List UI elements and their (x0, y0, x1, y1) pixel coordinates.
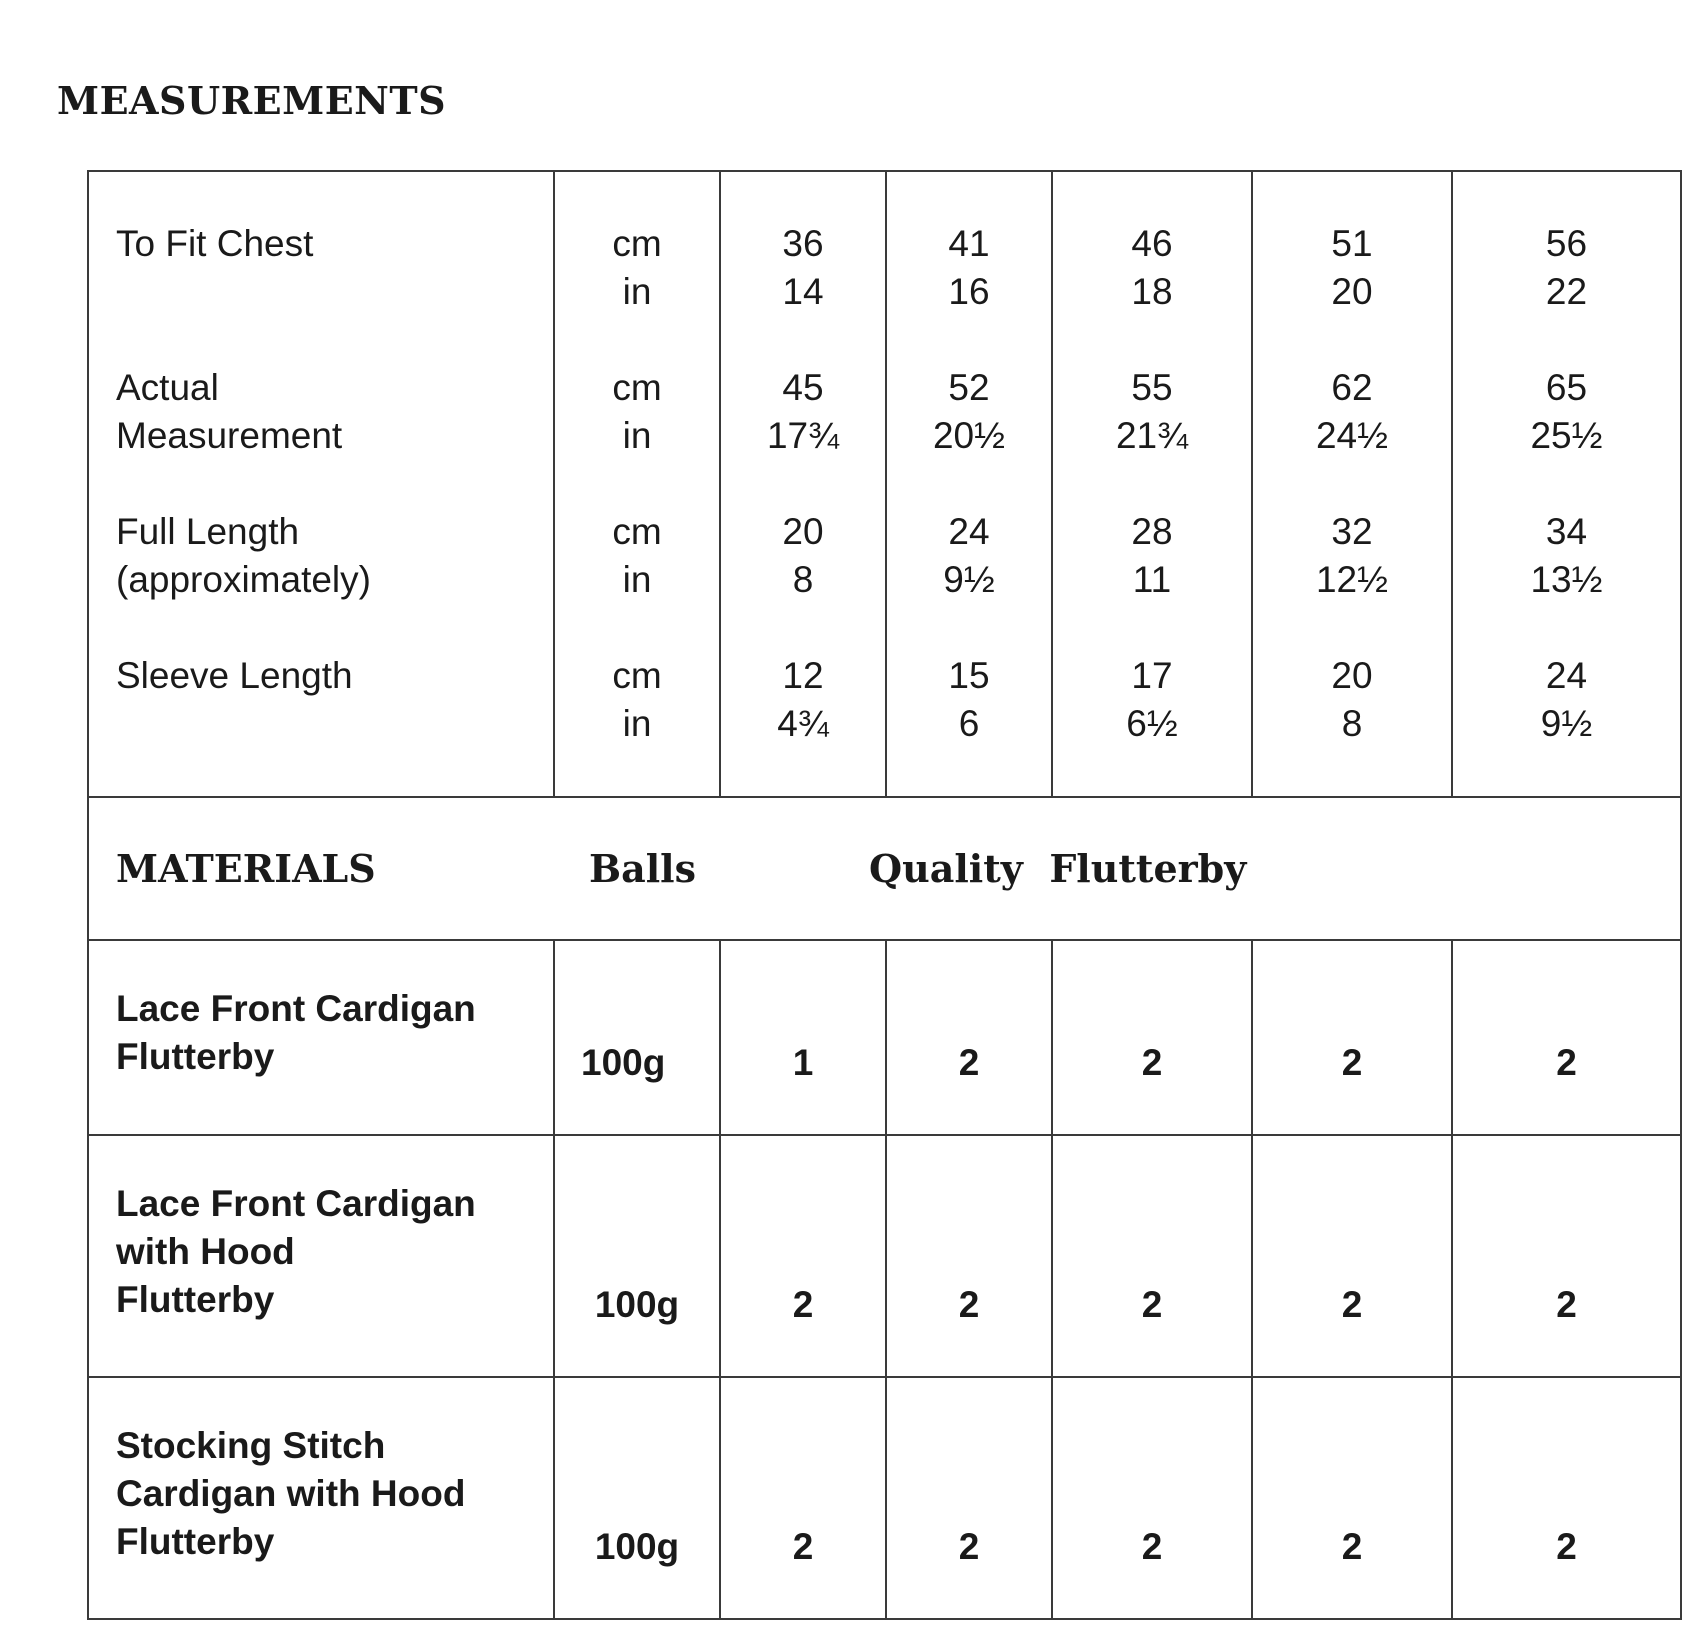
materials-row (88, 940, 1681, 1135)
size-value: 25½ (1530, 415, 1603, 456)
quality-heading: Quality Flutterby (869, 846, 1247, 891)
material-weight: 100g (554, 1377, 720, 1619)
unit-label: in (622, 415, 652, 456)
page-title: MEASUREMENTS (57, 78, 447, 123)
size-value: 11 (1132, 559, 1172, 600)
size-value: 24 (1545, 655, 1588, 696)
size-value: 8 (1341, 703, 1363, 744)
ball-count: 2 (886, 940, 1052, 1135)
size-value: 55 (1131, 367, 1173, 408)
size-column-2 (886, 171, 1052, 797)
material-label: Lace Front Cardigan Flutterby (88, 940, 554, 1135)
size-value: 20 (1331, 271, 1373, 312)
size-value: 45 (782, 367, 824, 408)
unit-label: cm (612, 367, 662, 408)
ball-count: 2 (886, 1377, 1052, 1619)
size-value: 24 (948, 511, 990, 552)
measurements-block (88, 171, 1681, 797)
size-value: 16 (948, 271, 990, 312)
ball-count: 1 (720, 940, 886, 1135)
units-cell (554, 171, 720, 797)
ball-count: 2 (1052, 1377, 1252, 1619)
size-value: 6 (958, 703, 980, 744)
size-value: 18 (1131, 271, 1173, 312)
size-value: 8 (792, 559, 814, 600)
balls-heading: Balls (589, 846, 697, 891)
size-value: 20 (1331, 655, 1373, 696)
material-label: Lace Front Cardigan with Hood Flutterby (88, 1135, 554, 1377)
materials-heading-row (88, 797, 1681, 940)
size-value: 17 (1131, 655, 1173, 696)
materials-row (88, 1377, 1681, 1619)
ball-count: 2 (1252, 940, 1452, 1135)
size-value: 32 (1331, 511, 1373, 552)
size-value: 22 (1545, 271, 1588, 312)
ball-count: 2 (1252, 1377, 1452, 1619)
measurement-labels-cell (88, 171, 554, 797)
size-value: 20 (782, 511, 824, 552)
unit-label: cm (612, 655, 662, 696)
size-value: 9½ (1540, 703, 1593, 744)
size-value: 21¾ (1115, 415, 1188, 456)
size-value: 36 (782, 223, 824, 264)
row-label: Sleeve Length (116, 655, 353, 696)
unit-label: in (622, 703, 652, 744)
size-value: 41 (948, 223, 990, 264)
row-label: Full Length (116, 511, 300, 552)
unit-label: in (622, 271, 652, 312)
ball-count: 2 (720, 1377, 886, 1619)
measurements-table (87, 170, 1682, 1620)
ball-count: 2 (1452, 1377, 1681, 1619)
materials-heading: MATERIALS (116, 846, 376, 891)
size-value: 34 (1545, 511, 1588, 552)
row-label: To Fit Chest (116, 223, 314, 264)
size-column-5 (1452, 171, 1681, 797)
unit-label: cm (612, 223, 662, 264)
size-value: 17¾ (766, 415, 839, 456)
size-value: 14 (782, 271, 824, 312)
size-value: 28 (1131, 511, 1173, 552)
row-label: Measurement (116, 415, 343, 456)
size-column-3 (1052, 171, 1252, 797)
size-value: 52 (948, 367, 990, 408)
size-value: 12½ (1315, 559, 1388, 600)
size-value: 6½ (1126, 703, 1178, 744)
size-value: 62 (1331, 367, 1373, 408)
size-value: 46 (1131, 223, 1173, 264)
ball-count: 2 (720, 1135, 886, 1377)
material-weight: 100g (554, 940, 720, 1135)
ball-count: 2 (1452, 940, 1681, 1135)
unit-label: in (622, 559, 652, 600)
size-value: 4¾ (777, 703, 829, 744)
material-weight: 100g (554, 1135, 720, 1377)
row-label: (approximately) (116, 559, 371, 600)
material-label: Stocking Stitch Cardigan with Hood Flutterby (88, 1377, 554, 1619)
size-value: 12 (782, 655, 824, 696)
ball-count: 2 (1452, 1135, 1681, 1377)
ball-count: 2 (1052, 1135, 1252, 1377)
ball-count: 2 (1252, 1135, 1452, 1377)
size-value: 13½ (1530, 559, 1603, 600)
size-value: 65 (1545, 367, 1588, 408)
size-value: 9½ (943, 559, 995, 600)
size-value: 24½ (1315, 415, 1388, 456)
ball-count: 2 (1052, 940, 1252, 1135)
size-value: 56 (1545, 223, 1588, 264)
row-label: Actual (116, 367, 219, 408)
ball-count: 2 (886, 1135, 1052, 1377)
unit-label: cm (612, 511, 662, 552)
size-column-4 (1252, 171, 1452, 797)
materials-row (88, 1135, 1681, 1377)
size-value: 15 (948, 655, 990, 696)
size-value: 20½ (932, 415, 1005, 456)
size-value: 51 (1331, 223, 1373, 264)
size-column-1 (720, 171, 886, 797)
